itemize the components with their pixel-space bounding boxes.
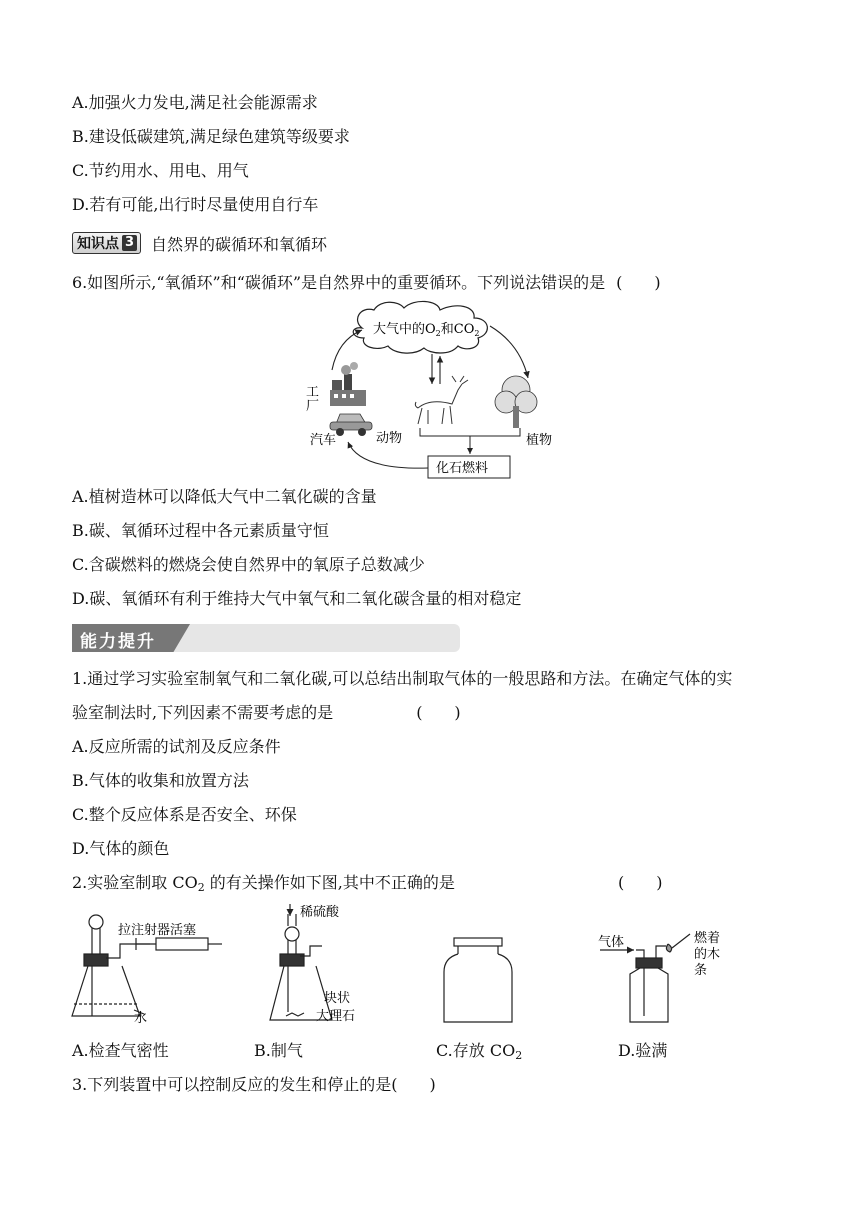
car-label: 汽车 [310, 433, 337, 448]
factory-label-1: 工 [306, 385, 320, 400]
q6-option-c: C.含碳燃料的燃烧会使自然界中的氧原子总数减少 [72, 555, 425, 574]
ab1-stem-line1: 1.通过学习实验室制氧气和二氧化碳,可以总结出制取气体的一般思路和方法。在确定气体的实 [72, 669, 733, 688]
ab1-option-d: D.气体的颜色 [72, 839, 170, 858]
arrow-cloud-to-plant [490, 326, 528, 378]
factory-label-2: 厂 [306, 399, 320, 414]
knowledge-point-badge-text: 知识点 [77, 236, 119, 252]
ab1-option-c: C.整个反应体系是否安全、环保 [72, 805, 297, 824]
ab2-answer-paren: ( ) [618, 873, 663, 892]
section-title: 能力提升 [80, 632, 156, 652]
knowledge-point-title: 自然界的碳循环和氧循环 [151, 234, 328, 254]
ab3-answer-paren: ( ) [391, 1075, 436, 1094]
caption-d: D.验满 [618, 1041, 668, 1060]
ab1-stem-text: 验室制法时,下列因素不需要考虑的是 [72, 703, 334, 722]
caption-b: B.制气 [254, 1041, 303, 1060]
connector-animal-plant [420, 428, 520, 436]
tree-icon [495, 376, 537, 428]
caption-a: A.检查气密性 [72, 1041, 169, 1060]
caption-c [436, 1040, 522, 1067]
carbon-oxygen-cycle-diagram [290, 298, 570, 484]
fig-d-label-burning: 燃着 [694, 931, 721, 946]
ab1-stem-line2 [72, 702, 461, 724]
fig-b-label-lump: 块状 [324, 991, 351, 1006]
cloud-label: 大气中的$O_2$和$CO_2$ [373, 322, 480, 338]
q6-stem-text: 6.如图所示,“氧循环”和“碳循环”是自然界中的重要循环。下列说法错误的是 [72, 273, 606, 292]
option-b: B.建设低碳建筑,满足绿色建筑等级要求 [72, 127, 350, 146]
q6-option-b: B.碳、氧循环过程中各元素质量守恒 [72, 521, 329, 540]
fig-d-label-gas: 气体 [598, 935, 625, 950]
section-banner [72, 624, 460, 652]
apparatus-b-generation [270, 904, 332, 1020]
ab2-stem-post: 的有关操作如下图,其中不正确的是 [204, 873, 455, 892]
option-c: C.节约用水、用电、用气 [72, 161, 249, 180]
fig-b-label-acid: 稀硫酸 [300, 905, 340, 920]
option-a: A.加强火力发电,满足社会能源需求 [72, 93, 318, 112]
q6-option-a: A.植树造林可以降低大气中二氧化碳的含量 [72, 487, 377, 506]
ab1-option-a: A.反应所需的试剂及反应条件 [72, 737, 281, 756]
fossil-fuel-label: 化石燃料 [436, 461, 489, 476]
ab1-option-b: B.气体的收集和放置方法 [72, 771, 249, 790]
q6-answer-paren: ( ) [616, 273, 661, 292]
fig-b-label-marble: 大理石 [316, 1009, 356, 1024]
animal-label: 动物 [376, 431, 403, 446]
knowledge-point-number: 3 [122, 235, 137, 251]
caption-c-sub: 2 [515, 1049, 523, 1062]
car-icon [330, 414, 372, 436]
fig-d-label-strip: 条 [694, 963, 708, 978]
ab2-stem-pre: 2.实验室制取 CO [72, 873, 198, 892]
apparatus-c-storage [444, 938, 512, 1022]
ab2-stem-sub: 2 [197, 881, 205, 894]
knowledge-point-header [72, 232, 327, 254]
q6-option-d: D.碳、氧循环有利于维持大气中氧气和二氧化碳含量的相对稳定 [72, 589, 522, 608]
fig-d-label-wood: 的木 [694, 947, 721, 962]
knowledge-point-badge [72, 232, 141, 254]
plant-label: 植物 [526, 433, 553, 448]
ab3-stem [72, 1074, 436, 1096]
co2-operations-figure [60, 898, 740, 1032]
ab3-stem-text: 3.下列装置中可以控制反应的发生和停止的是 [72, 1075, 392, 1094]
q6-stem [72, 272, 661, 294]
ab1-answer-paren: ( ) [416, 703, 461, 722]
deer-icon [415, 376, 468, 424]
caption-c-pre: C.存放 CO [436, 1041, 516, 1060]
option-d: D.若有可能,出行时尽量使用自行车 [72, 195, 319, 214]
factory-icon [330, 362, 366, 406]
ab2-stem [72, 872, 455, 899]
fig-a-label-water: 水 [134, 1011, 148, 1026]
fig-a-label-syringe: 拉注射器活塞 [118, 923, 197, 938]
